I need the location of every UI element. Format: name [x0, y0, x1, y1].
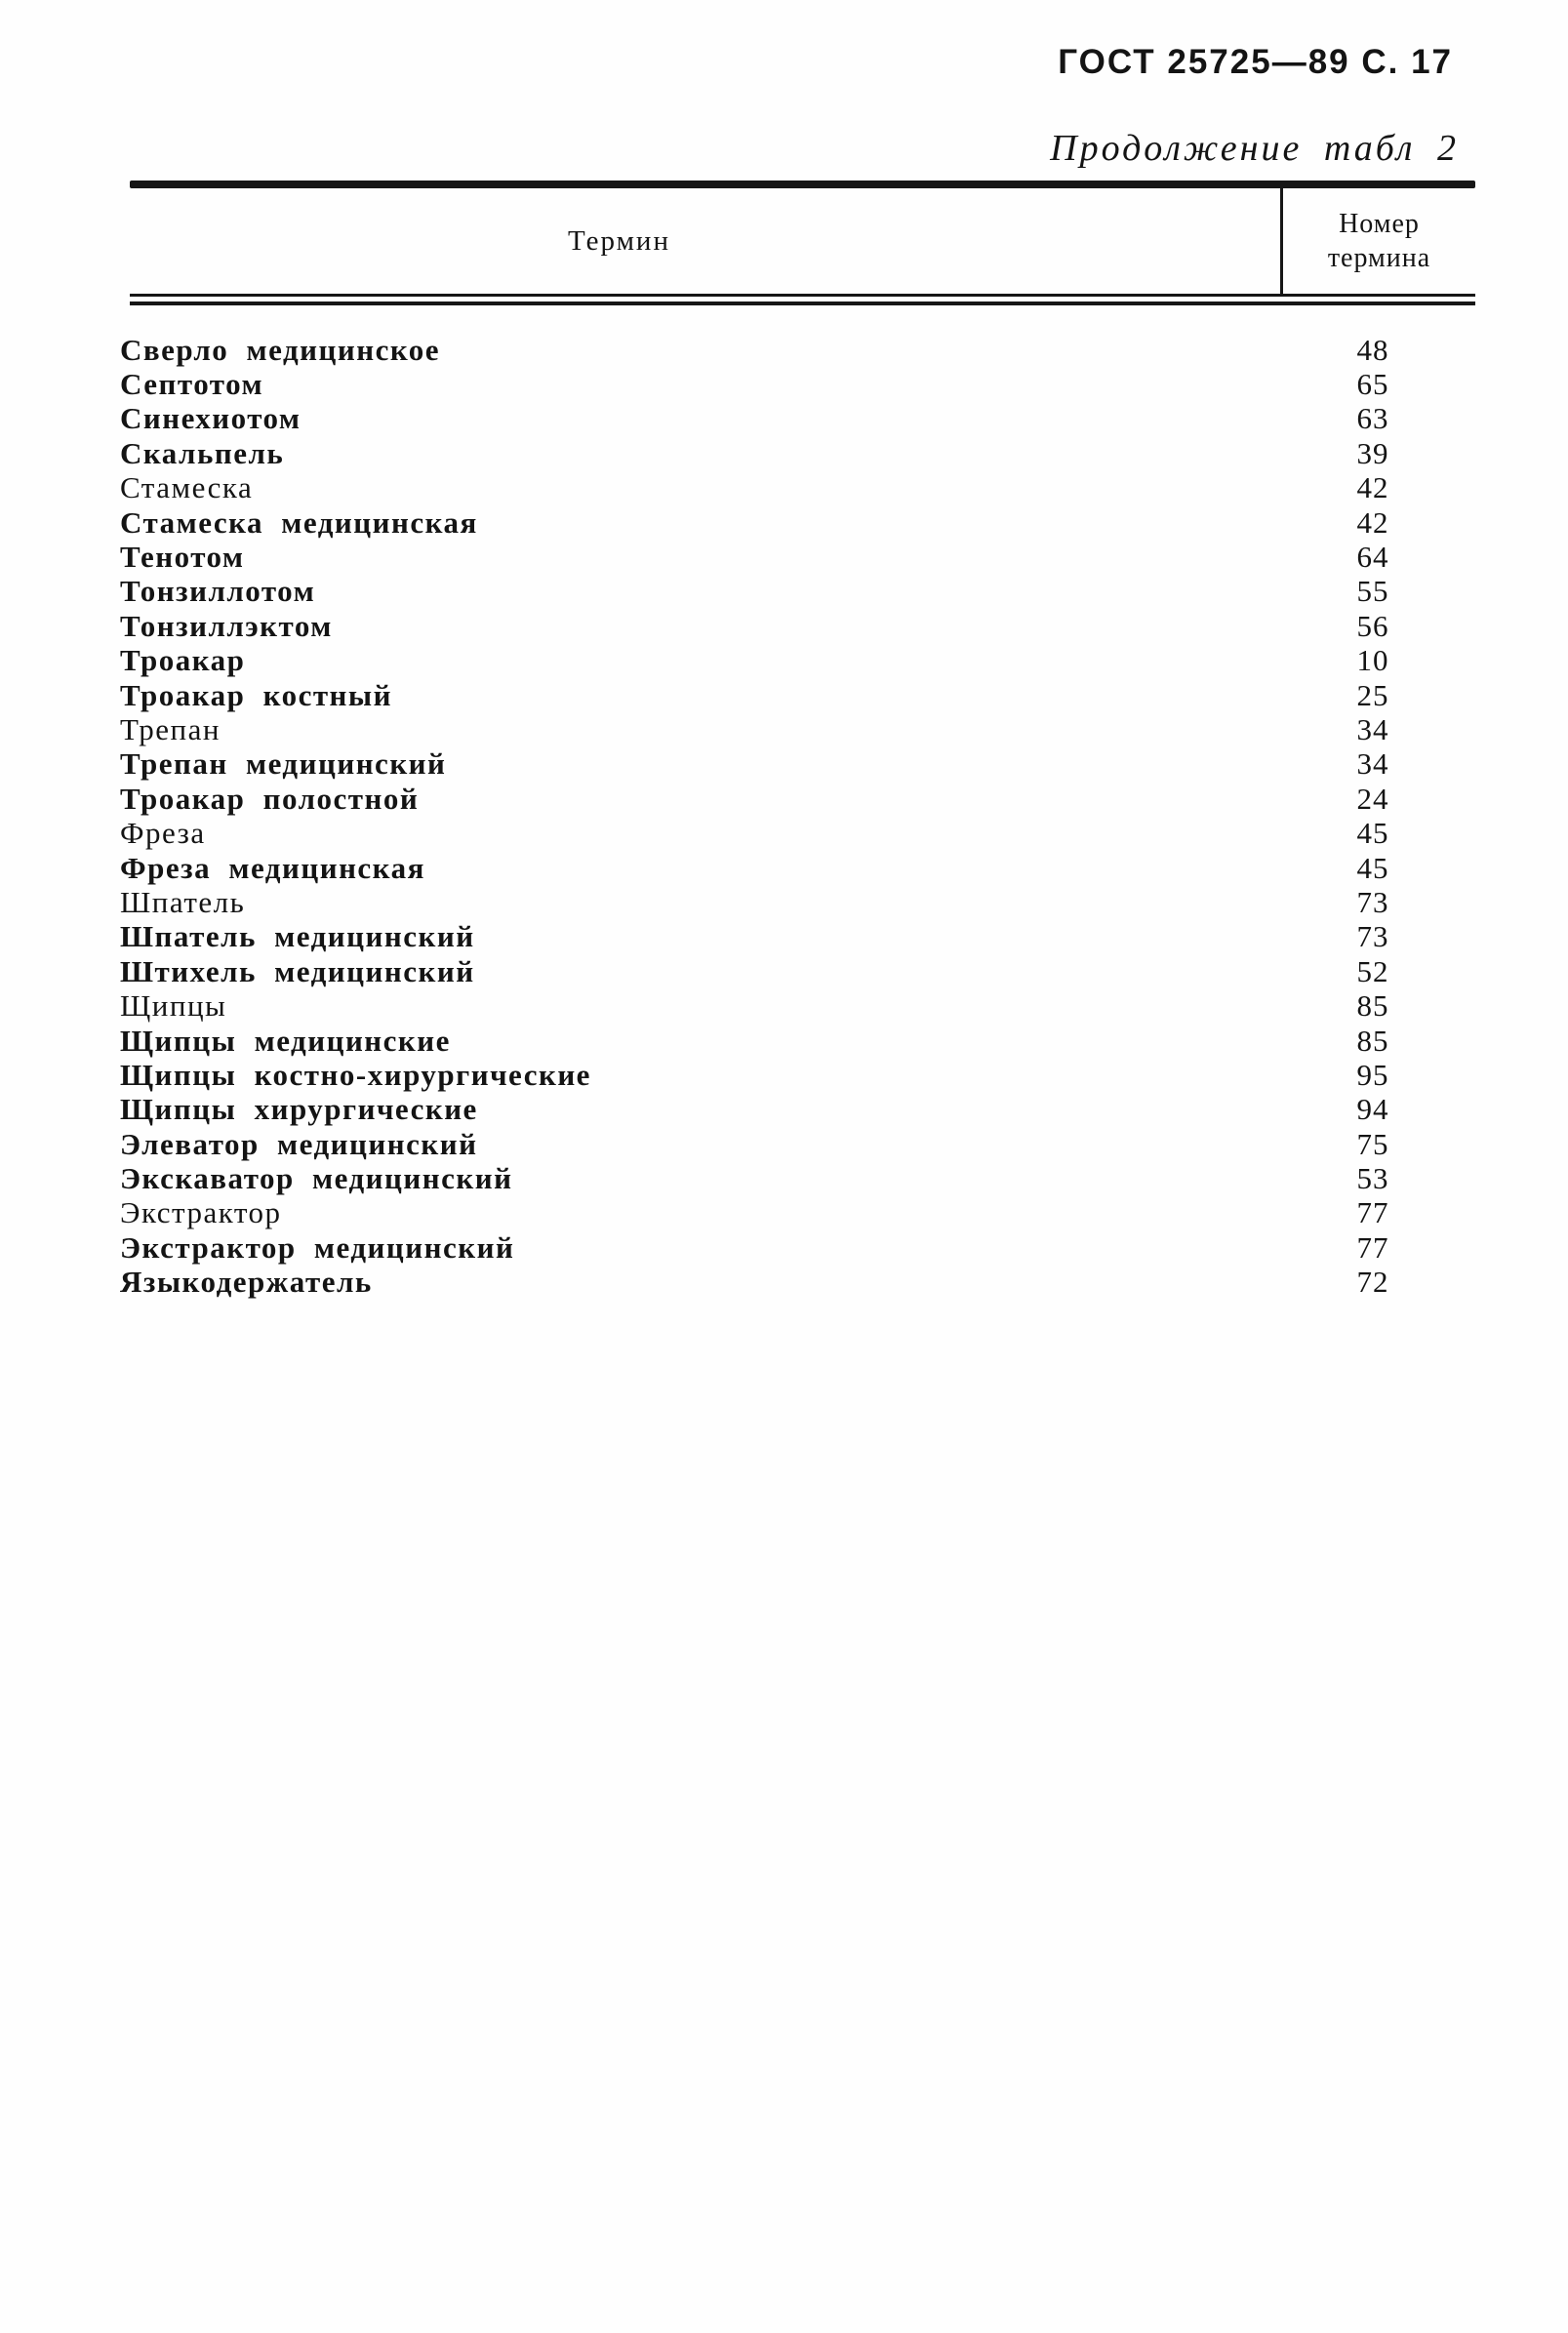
table-row — [120, 747, 1475, 782]
term-number-cell: 65 — [1356, 367, 1389, 402]
term-cell: Тенотом — [120, 540, 245, 575]
term-number-cell: 55 — [1356, 574, 1389, 609]
page-header: ГОСТ 25725—89 С. 17 — [1058, 43, 1453, 81]
term-cell: Штихель медицинский — [120, 953, 475, 988]
table-row — [120, 678, 1475, 712]
table-row — [120, 1161, 1475, 1195]
term-cell: Шпатель — [120, 884, 246, 919]
term-number-cell: 48 — [1356, 332, 1389, 367]
term-cell: Элеватор медицинский — [120, 1126, 478, 1161]
term-cell: Скальпель — [120, 435, 285, 470]
term-cell: Троакар костный — [120, 677, 392, 712]
term-cell: Фреза — [120, 816, 206, 851]
table-row — [120, 1230, 1475, 1265]
term-number-cell: 39 — [1356, 435, 1389, 470]
term-number-cell: 94 — [1356, 1092, 1389, 1127]
table-row — [120, 471, 1475, 505]
term-number-cell: 77 — [1356, 1195, 1389, 1230]
table-row — [120, 609, 1475, 643]
term-cell: Языкодержатель — [120, 1265, 373, 1300]
term-number-cell: 77 — [1356, 1229, 1389, 1265]
term-number-cell: 56 — [1356, 608, 1389, 643]
term-cell: Щипцы медицинские — [120, 1023, 451, 1058]
term-cell: Фреза медицинская — [120, 850, 425, 885]
table-row — [120, 333, 1475, 367]
column-header-term-label: Термин — [568, 224, 670, 257]
table-row — [120, 885, 1475, 919]
term-number-cell: 64 — [1356, 540, 1389, 575]
term-number-cell: 72 — [1356, 1265, 1389, 1300]
term-number-cell: 52 — [1356, 953, 1389, 988]
term-number-cell: 45 — [1356, 816, 1389, 851]
table-row — [120, 1127, 1475, 1161]
table-header-row — [130, 188, 1475, 294]
term-index-table — [120, 181, 1475, 1300]
table-row — [120, 436, 1475, 470]
term-number-cell: 95 — [1356, 1057, 1389, 1092]
term-cell: Трепан — [120, 712, 221, 746]
term-number-cell: 25 — [1356, 677, 1389, 712]
table-row — [120, 1058, 1475, 1092]
table-continuation-caption: Продолжение табл 2 — [1050, 128, 1459, 169]
table-row — [120, 988, 1475, 1023]
column-header-term — [130, 188, 1280, 294]
table-row — [120, 954, 1475, 988]
term-number-cell: 42 — [1356, 504, 1389, 540]
table-row — [120, 782, 1475, 816]
table-row — [120, 851, 1475, 885]
term-cell: Троакар полостной — [120, 781, 420, 816]
table-row — [120, 920, 1475, 954]
term-cell: Экстрактор — [120, 1195, 282, 1230]
table-row — [120, 575, 1475, 609]
column-header-number-line2: термина — [1327, 243, 1431, 273]
table-header-divider — [130, 294, 1475, 305]
term-number-cell: 24 — [1356, 781, 1389, 816]
term-cell: Сверло медицинское — [120, 332, 441, 367]
term-number-cell: 63 — [1356, 401, 1389, 436]
term-cell: Экскаватор медицинский — [120, 1161, 513, 1196]
table-row — [120, 1196, 1475, 1230]
table-top-rule — [130, 181, 1475, 188]
term-number-cell: 73 — [1356, 919, 1389, 954]
term-cell: Тонзиллотом — [120, 574, 316, 609]
table-row — [120, 402, 1475, 436]
term-cell: Экстрактор медицинский — [120, 1229, 515, 1265]
term-number-cell: 34 — [1356, 712, 1389, 746]
term-cell: Синехиотом — [120, 401, 302, 436]
column-header-number — [1280, 188, 1475, 294]
term-number-cell: 75 — [1356, 1126, 1389, 1161]
table-row — [120, 712, 1475, 746]
term-cell: Тонзиллэктом — [120, 608, 333, 643]
term-cell: Щипцы — [120, 988, 227, 1024]
table-row — [120, 540, 1475, 574]
term-number-cell: 73 — [1356, 884, 1389, 919]
term-cell: Септотом — [120, 367, 264, 402]
term-cell: Стамеска — [120, 470, 254, 505]
table-row — [120, 1024, 1475, 1058]
term-cell: Стамеска медицинская — [120, 504, 478, 540]
table-row — [120, 367, 1475, 401]
term-number-cell: 42 — [1356, 470, 1389, 505]
term-cell: Шпатель медицинский — [120, 919, 475, 954]
term-number-cell: 85 — [1356, 988, 1389, 1024]
term-number-cell: 85 — [1356, 1023, 1389, 1058]
term-number-cell: 10 — [1356, 643, 1389, 678]
table-row — [120, 1093, 1475, 1127]
term-table-body — [120, 305, 1475, 1300]
term-cell: Щипцы костно-хирургические — [120, 1057, 591, 1092]
column-header-number-line1: Номер — [1339, 209, 1420, 239]
table-row — [120, 816, 1475, 850]
term-number-cell: 45 — [1356, 850, 1389, 885]
table-row — [120, 1266, 1475, 1300]
table-row — [120, 644, 1475, 678]
table-row — [120, 505, 1475, 540]
term-cell: Щипцы хирургические — [120, 1092, 478, 1127]
term-cell: Трепан медицинский — [120, 746, 447, 782]
term-cell: Троакар — [120, 643, 246, 678]
term-number-cell: 53 — [1356, 1161, 1389, 1196]
term-number-cell: 34 — [1356, 746, 1389, 782]
